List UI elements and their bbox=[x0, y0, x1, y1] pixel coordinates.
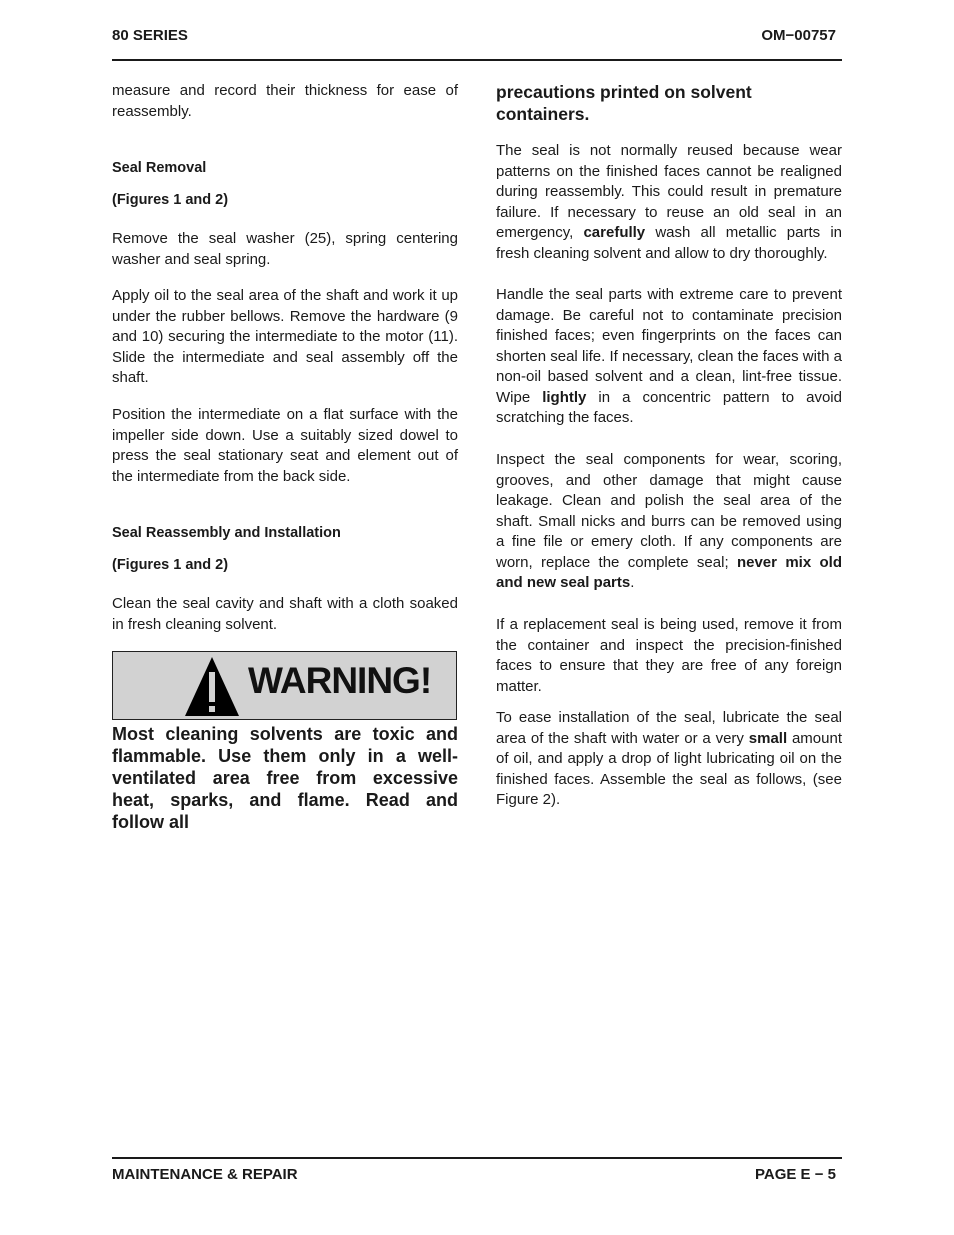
paragraph: The seal is not normally reused because wear patterns on the finished faces cannot be realigned during reassembly. This could result in premature failure. If necessary to reuse an old seal in an emergency, carefully wash all metallic parts in fresh cleaning solvent and allow to dry thoroughly. bbox=[496, 142, 842, 262]
warning-title: WARNING! bbox=[248, 660, 432, 701]
paragraph: To ease installation of the seal, lubricate the seal area of the shaft with water or a very small amount of oil, and apply a drop of light lubricating oil on the finished faces. Assemble the seal as follows, (see Figure 2). bbox=[496, 709, 842, 808]
paragraph: Position the intermediate on a flat surface with the impeller side down. Use a suitably sized dowel to press the seal stationary seat and element out of the intermediate from the back side. bbox=[112, 406, 458, 485]
paragraph: If a replacement seal is being used, remove it from the container and inspect the precision-finished faces to ensure that they are free of any foreign matter. bbox=[496, 616, 842, 695]
section-heading: Seal Removal bbox=[112, 160, 207, 176]
paragraph: Remove the seal washer (25), spring centering washer and seal spring. bbox=[112, 230, 458, 268]
warning-text-continued: precautions printed on solvent containers. bbox=[496, 82, 752, 124]
paragraph: Handle the seal parts with extreme care to prevent damage. Be careful not to contaminate precision finished faces; even fingerprints on the faces can shorten seal life. If necessary, clean the faces with a non-oil based solvent and a clean, lint-free tissue. Wipe lightly in a concentric pattern to avoid scratching the faces. bbox=[496, 286, 842, 426]
header-rule bbox=[112, 59, 842, 61]
footer-section: MAINTENANCE & REPAIR bbox=[112, 1166, 298, 1183]
warning-box bbox=[112, 651, 457, 720]
warning-text: Most cleaning solvents are toxic and flammable. Use them only in a well-ventilated area free from excessive heat, sparks, and flame. Read and follow all bbox=[112, 724, 458, 832]
paragraph: Clean the seal cavity and shaft with a cloth soaked in fresh cleaning solvent. bbox=[112, 595, 458, 633]
section-subheading: (Figures 1 and 2) bbox=[112, 192, 229, 208]
footer-rule bbox=[112, 1157, 842, 1159]
section-subheading: (Figures 1 and 2) bbox=[112, 557, 229, 573]
paragraph: measure and record their thickness for ease of reassembly. bbox=[112, 82, 458, 120]
header-doc-number: OM−00757 bbox=[761, 27, 836, 44]
warning-triangle-icon bbox=[181, 654, 243, 718]
paragraph: Apply oil to the seal area of the shaft and work it up under the rubber bellows. Remove the hardware (9 and 10) securing the intermediate to the motor (11). Slide the intermediate and seal assembly off the shaft. bbox=[112, 287, 458, 386]
header-series: 80 SERIES bbox=[112, 27, 188, 44]
section-heading: Seal Reassembly and Installation bbox=[112, 525, 341, 541]
paragraph: Inspect the seal components for wear, scoring, grooves, and other damage that might cause leakage. Clean and polish the seal area of the shaft. Small nicks and burrs can be removed using a fine file or emery cloth. If any components are worn, replace the complete seal; never mix old and new seal parts. bbox=[496, 451, 842, 591]
footer-page-number: PAGE E − 5 bbox=[754, 1166, 836, 1183]
